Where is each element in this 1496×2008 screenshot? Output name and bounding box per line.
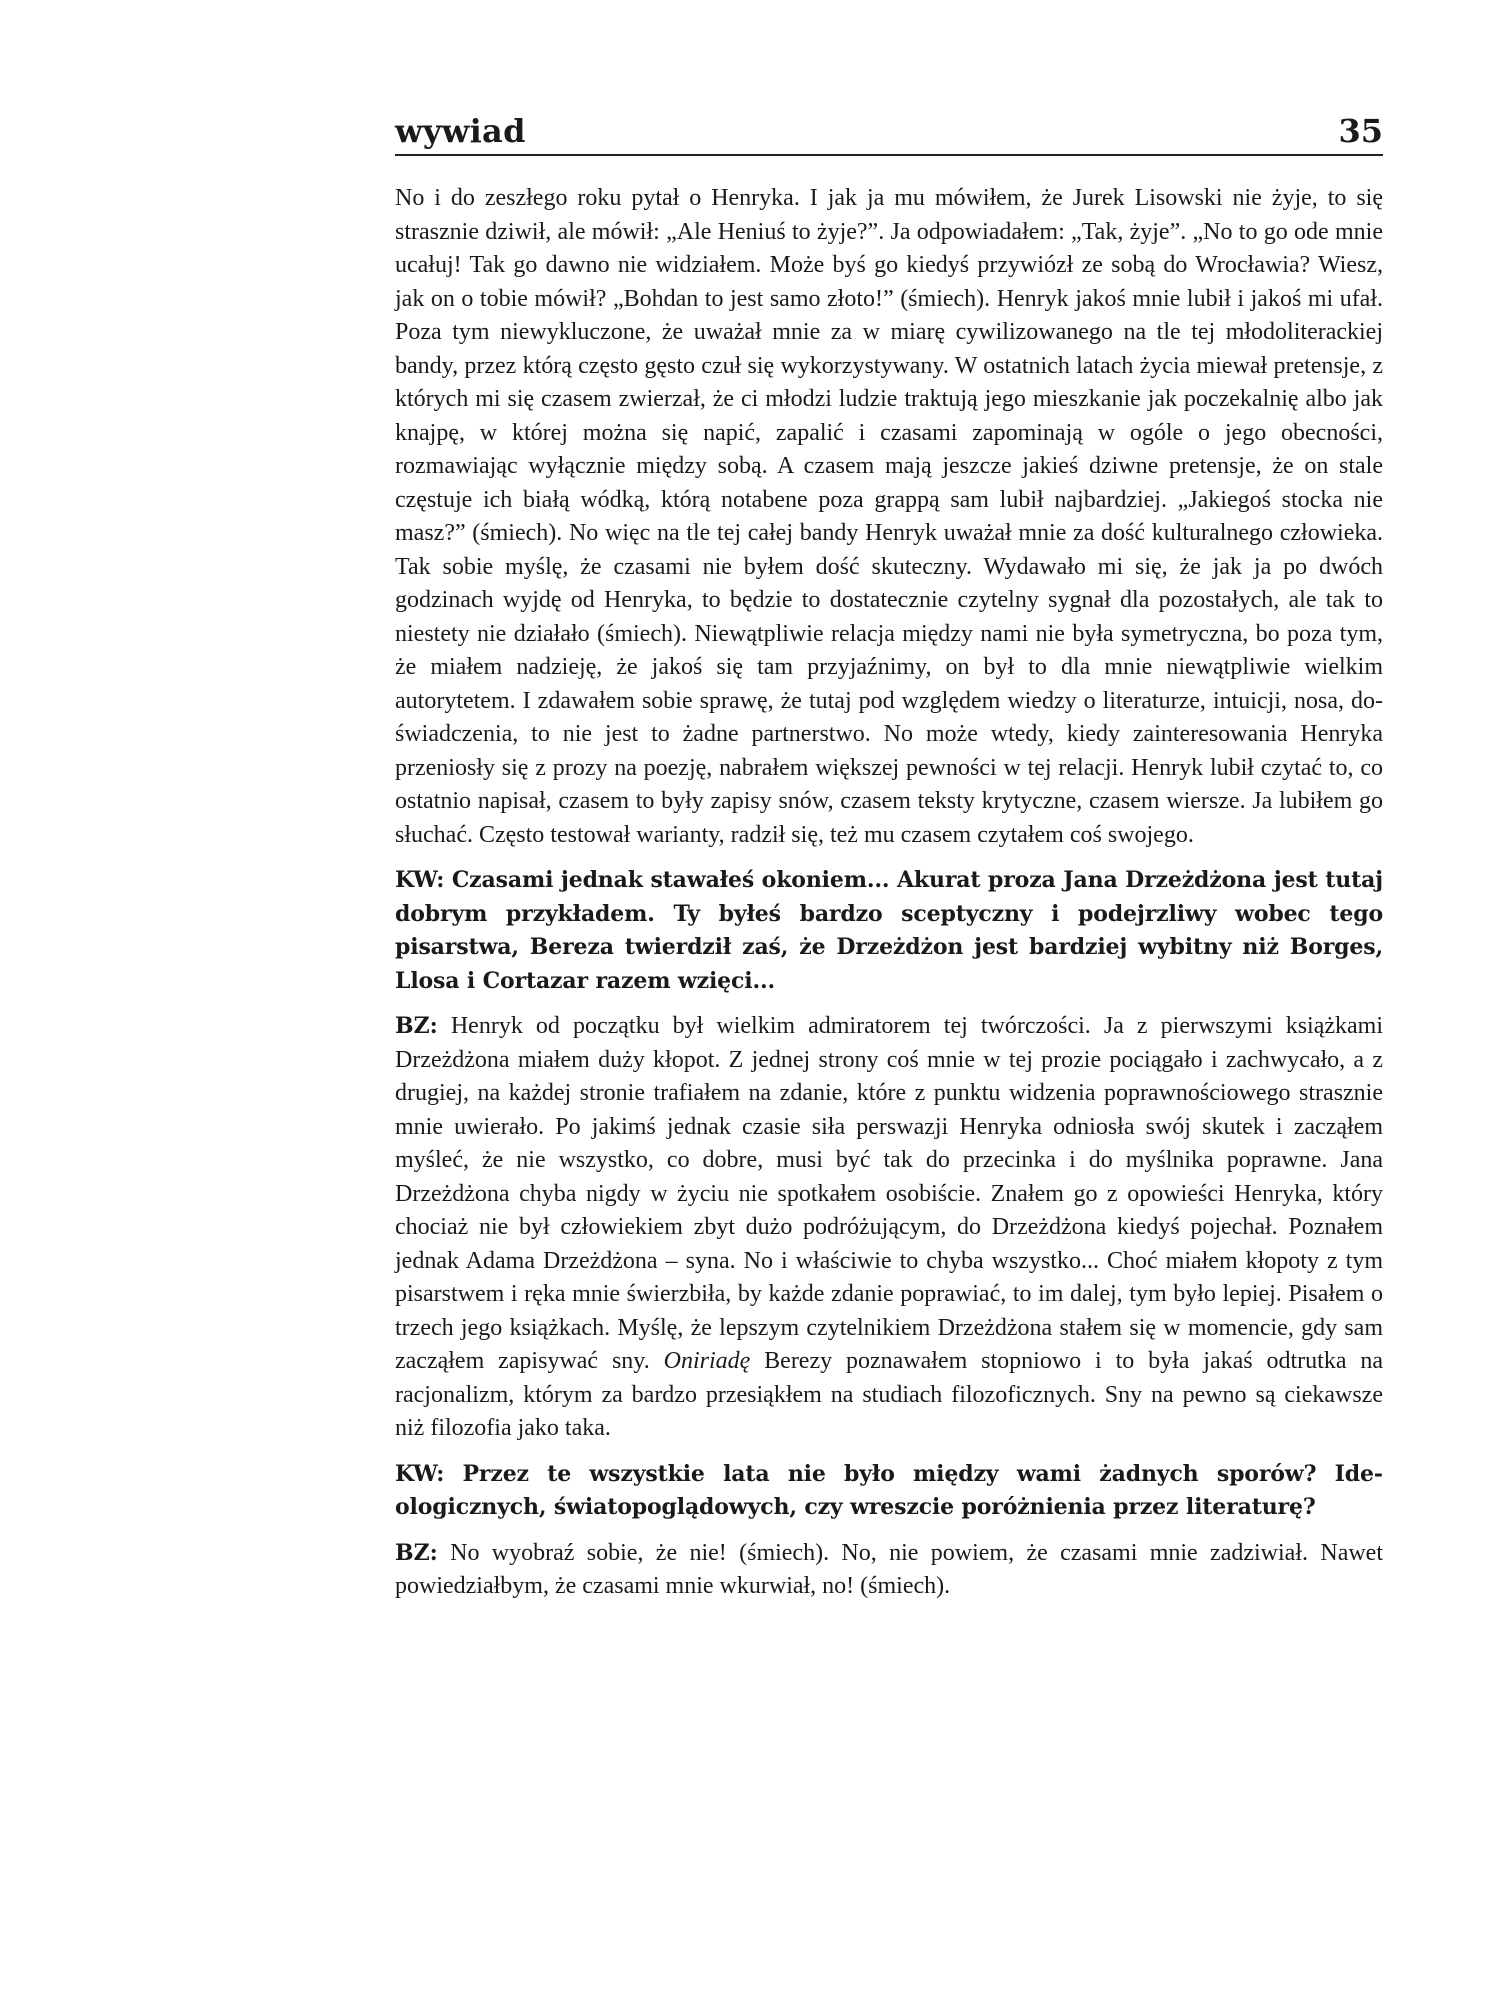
answer-paragraph: No i do zeszłego roku pytał o Henryka. I jak ja mu mówiłem, że Jurek Lisowski nie żyje, to się strasznie dziwił, ale mówił: „Ale Heniuś to żyje?”. Ja odpowiadałem: „Tak, żyje”. „No to go ode mnie ucałuj! Tak go dawno nie widziałem. Może byś go kiedyś przywiózł ze sobą do Wrocławia? Wiesz, jak on o tobie mówił? „Bohdan to jest samo złoto!” (śmiech). Henryk jakoś mnie lubił i jakoś mi ufał. Poza tym niewykluczone, że uważał mnie za w miarę cywilizowanego na tle tej młodoliterackiej bandy, przez którą często gęsto czuł się wykorzystywany. W ostatnich latach życia miewał pretensje, z których mi się czasem zwierzał, że ci młodzi ludzie traktują jego mieszkanie jak poczekalnię albo jak knajpę, w której można się napić, zapalić i czasami zapominają w ogóle o jego obecności, rozmawiając wyłącznie między sobą. A czasem mają jeszcze jakieś dziwne pretensje, że on stale częstuje ich białą wódką, którą notabene poza grappą sam lubił najbardziej. „Jakiegoś stocka nie masz?” (śmiech). No więc na tle tej całej bandy Henryk uważał mnie za dość kulturalnego człowieka. Tak sobie myślę, że czasami nie byłem dość skuteczny. Wydawało mi się, że jak ja po dwóch godzinach wyjdę od Henryka, to będzie to dostatecznie czytelny sygnał dla pozostałych, ale tak to niestety nie działało (śmiech). Niewątpliwie relacja między nami nie była symetryczna, bo poza tym, że miałem nadzieję, że jakoś się tam przyjaźnimy, on był to dla mnie niewątpliwie wielkim autorytetem. I zdawałem sobie sprawę, że tutaj pod względem wiedzy o literaturze, intuicji, nosa, doświadczenia, to nie jest to żadne partnerstwo. No może wtedy, kiedy zainteresowania Henryka przeniosły się z prozy na poezję, nabrałem większej pewności w tej relacji. Henryk lubił czytać to, co ostatnio napisał, czasem to były zapisy snów, czasem teksty krytyczne, czasem wiersze. Ja lubiłem go słuchać. Często testował warianty, radził się, też mu czasem czytałem coś swojego. bbox=[395, 185, 1383, 848]
document-page bbox=[395, 112, 1383, 1604]
answer-text: Berezy poznawałem stopniowo i to była jakaś odtrutka na racjonalizm, którym za bardzo przesiąkłem na studiach filozoficznych. Sny na pewno są ciekawsze niż filozofia jako taka. bbox=[395, 1348, 1383, 1441]
answer-text: Henryk od początku był wielkim admiratorem tej twórczości. Ja z pierwszymi książkami Drzeżdżona miałem duży kłopot. Z jednej strony coś mnie w tej prozie pociągało i zachwycało, a z drugiej, na każdej stronie trafiałem na zdanie, które z punktu widzenia poprawnościowego strasznie mnie uwierało. Po jakimś jednak czasie siła perswazji Henryka odniosła swój skutek i zacząłem myśleć, że nie wszystko, co dobre, musi być tak do przecinka i do myślnika poprawne. Jana Drzeżdżona chyba nigdy w życiu nie spotkałem osobiście. Znałem go z opowieści Henryka, który chociaż nie był człowiekiem zbyt dużo podróżującym, do Drzeżdżona kiedyś pojechał. Poznałem jednak Adama Drzeżdżona – syna. No i właściwie to chyba wszystko... Choć miałem kłopoty z tym pisarstwem i ręka mnie świerzbiła, by każde zdanie poprawiać, to im dalej, tym było lepiej. Pisałem o trzech jego książkach. Myślę, że lepszym czytelnikiem Drzeżdżona stałem się w momencie, gdy sam zacząłem zapisywać sny. bbox=[395, 1013, 1383, 1374]
speaker-label: BZ: bbox=[395, 1539, 438, 1566]
answer-paragraph bbox=[395, 1010, 1383, 1446]
book-title: Oniriadę bbox=[663, 1348, 751, 1374]
section-title: wywiad bbox=[395, 112, 526, 150]
answer-paragraph bbox=[395, 1537, 1383, 1604]
running-header bbox=[395, 112, 1383, 156]
speaker-label: BZ: bbox=[395, 1013, 438, 1039]
answer-text: No wyobraź sobie, że nie! (śmiech). No, nie powiem, że czasami mnie zadziwiał. Nawet powiedziałbym, że czasami mnie wkurwiał, no! (śmiech). bbox=[395, 1539, 1383, 1599]
page-number: 35 bbox=[1338, 112, 1383, 150]
interviewer-question: KW: Czasami jednak stawałeś okoniem... Akurat proza Jana Drzeżdżona jest tutaj dobrym przykładem. Ty byłeś bardzo sceptyczny i podejrzliwy wobec tego pisarstwa, Bereza twierdził zaś, że Drzeżdżon jest bardziej wybitny niż Borges, Llosa i Cortazar razem wzięci... bbox=[395, 867, 1383, 994]
interviewer-question: KW: Przez te wszystkie lata nie było między wami żadnych sporów? Ideologicznych, światopoglądowych, czy wreszcie poróżnienia przez literaturę? bbox=[395, 1460, 1383, 1520]
